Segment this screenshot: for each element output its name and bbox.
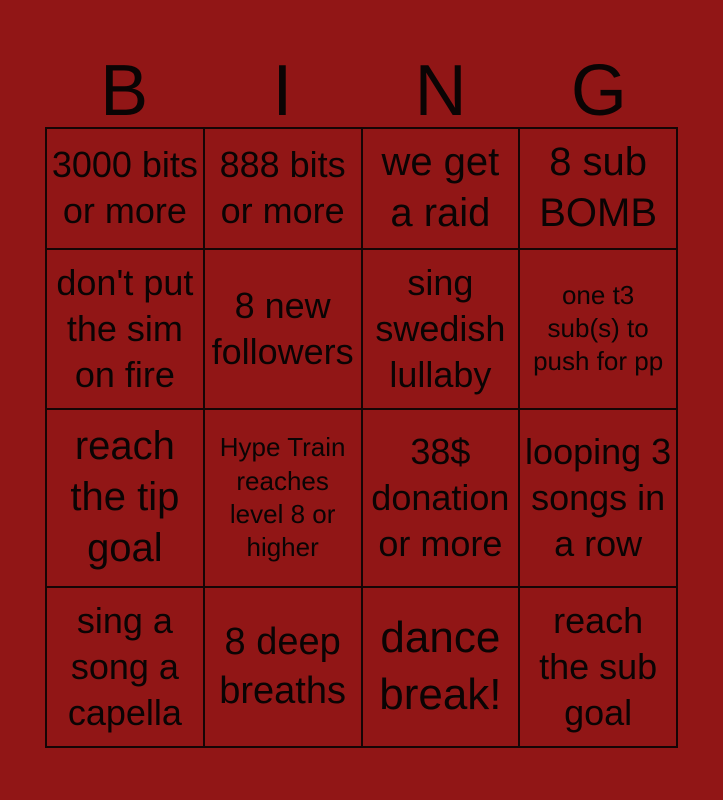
bingo-row-1 [46, 128, 677, 249]
header-letter-b: B [100, 50, 149, 131]
bingo-cell-r3c1[interactable]: reach the tip goal [46, 409, 204, 587]
bingo-cell-r1c4[interactable]: 8 sub BOMB [519, 128, 677, 249]
bingo-header [45, 0, 678, 131]
bingo-row-4 [46, 587, 677, 747]
bingo-cell-r3c2[interactable]: Hype Train reaches level 8 or higher [204, 409, 362, 587]
bingo-row-3 [46, 409, 677, 587]
bingo-cell-r1c1[interactable]: 3000 bits or more [46, 128, 204, 249]
bingo-card [45, 0, 678, 748]
bingo-cell-r2c3[interactable]: sing swedish lullaby [362, 249, 520, 409]
header-letter-i: I [272, 50, 293, 131]
header-letter-g: G [570, 50, 627, 131]
bingo-cell-r1c3[interactable]: we get a raid [362, 128, 520, 249]
bingo-cell-r1c2[interactable]: 888 bits or more [204, 128, 362, 249]
bingo-cell-r3c4[interactable]: looping 3 songs in a row [519, 409, 677, 587]
bingo-cell-r4c1[interactable]: sing a song a capella [46, 587, 204, 747]
header-letter-n: N [414, 50, 467, 131]
bingo-cell-r2c1[interactable]: don't put the sim on fire [46, 249, 204, 409]
bingo-row-2 [46, 249, 677, 409]
bingo-cell-r2c2[interactable]: 8 new followers [204, 249, 362, 409]
bingo-cell-r4c4[interactable]: reach the sub goal [519, 587, 677, 747]
bingo-cell-r3c3[interactable]: 38$ donation or more [362, 409, 520, 587]
bingo-cell-r2c4[interactable]: one t3 sub(s) to push for pp [519, 249, 677, 409]
bingo-cell-r4c3[interactable]: dance break! [362, 587, 520, 747]
bingo-cell-r4c2[interactable]: 8 deep breaths [204, 587, 362, 747]
bingo-grid [45, 127, 678, 748]
